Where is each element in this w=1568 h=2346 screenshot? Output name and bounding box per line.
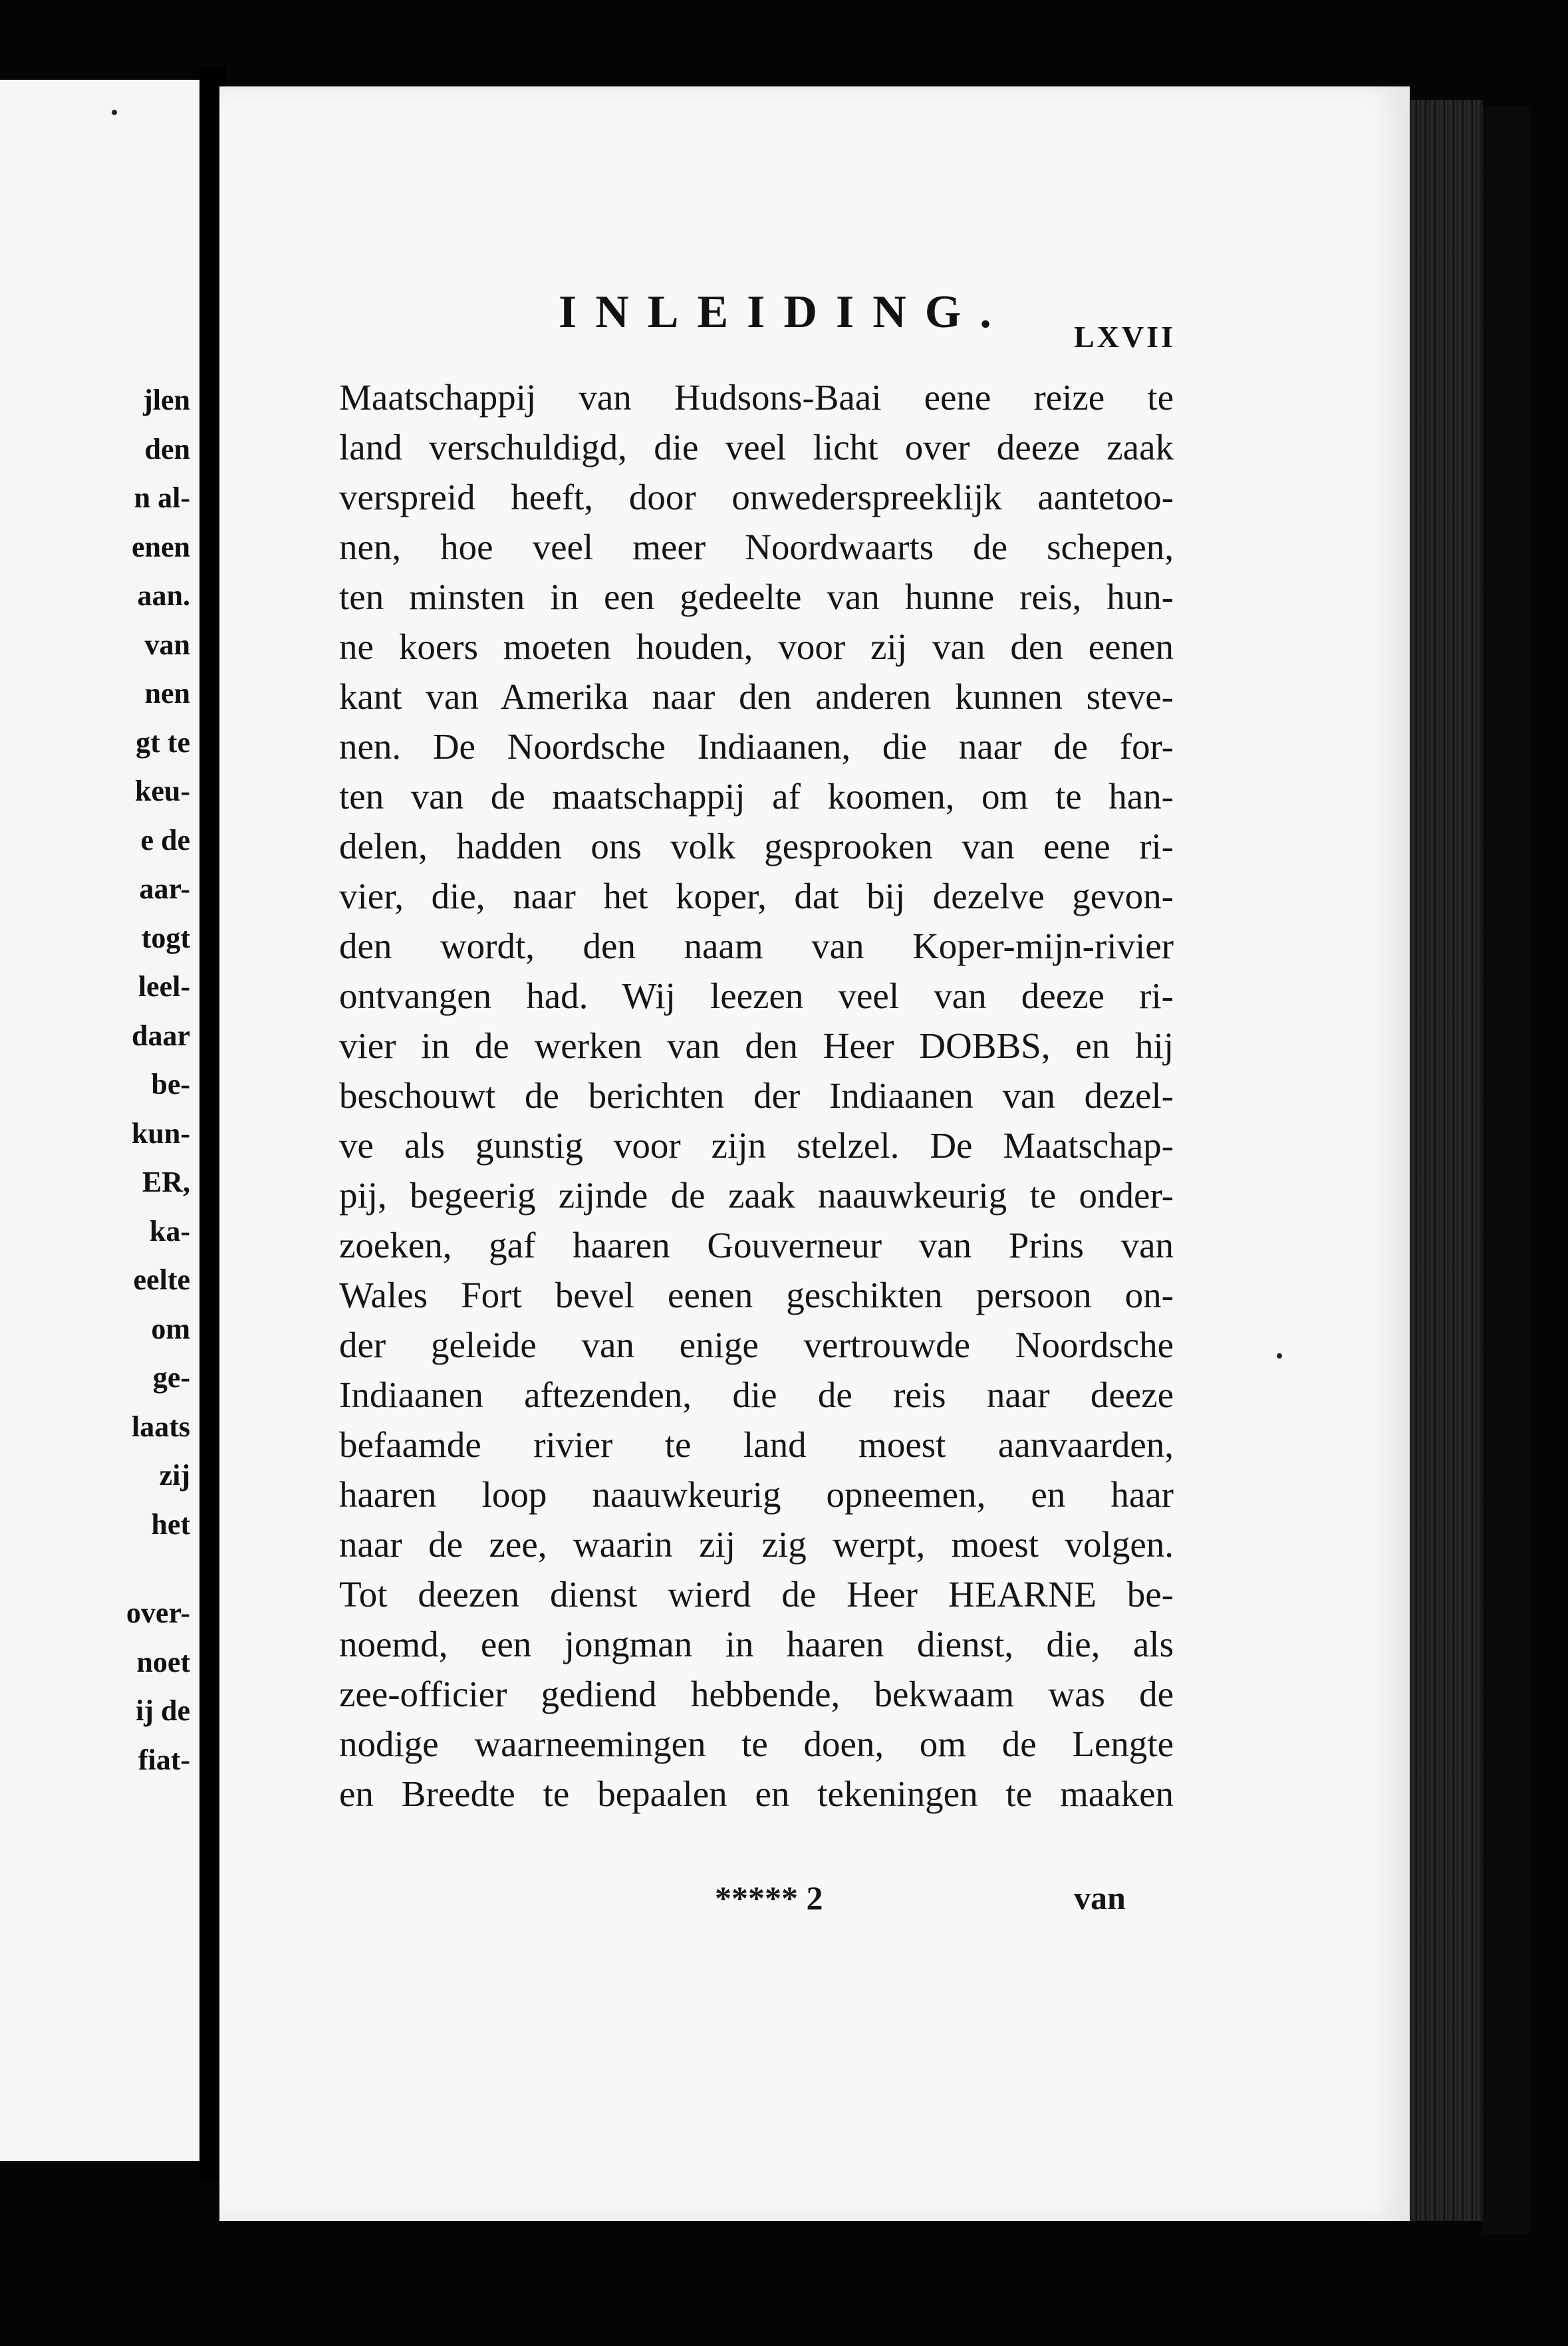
ink-speck — [112, 110, 117, 115]
left-page-text-fragment: ij de — [136, 1694, 190, 1727]
text-line: beschouwt de berichten der Indiaanen van dezel- — [339, 1075, 1174, 1116]
left-page-text-fragment: n al- — [134, 481, 190, 514]
left-page-text-fragment: togt — [141, 921, 190, 954]
text-line: den wordt, den naam van Koper-mijn-rivier — [339, 926, 1174, 966]
left-page-text-fragment: het — [151, 1507, 190, 1541]
left-page-text-fragment: van — [144, 628, 190, 661]
text-line: haaren loop naauwkeurig opneemen, en haar — [339, 1474, 1174, 1515]
text-line: zee-officier gediend hebbende, bekwaam was de — [339, 1674, 1174, 1714]
left-page-text-fragment: kun- — [131, 1116, 190, 1150]
left-page-text-fragment: ER, — [142, 1166, 190, 1198]
left-page-text-fragment: noet — [136, 1645, 190, 1678]
text-line: befaamde rivier te land moest aanvaarden, — [339, 1424, 1174, 1465]
left-page-text-fragment: gt te — [136, 725, 190, 759]
text-line: nen. De Noordsche Indiaanen, die naar de for- — [339, 726, 1174, 767]
text-line: en Breedte te bepaalen en tekeningen te maaken — [339, 1773, 1174, 1814]
text-line: pij, begeerig zijnde de zaak naauwkeurig te onder- — [339, 1175, 1174, 1216]
text-line: kant van Amerika naar den anderen kunnen steve- — [339, 676, 1174, 717]
left-page-text-fragment: ka- — [149, 1214, 190, 1247]
left-page-text-fragment: jlen — [143, 384, 190, 416]
left-page-fragment — [0, 80, 199, 2161]
text-line: verspreid heeft, door onwederspreeklijk aantetoo- — [339, 477, 1174, 517]
text-line: land verschuldigd, die veel licht over deeze zaak — [339, 427, 1174, 467]
left-page-text-fragment: eelte — [133, 1263, 190, 1296]
left-page-text-fragment: om — [151, 1312, 190, 1345]
text-line: noemd, een jongman in haaren dienst, die, als — [339, 1624, 1174, 1664]
body-text — [339, 372, 1174, 1819]
text-line: vier in de werken van den Heer DOBBS, en hij — [339, 1025, 1174, 1066]
left-page-text-fragment: zij — [159, 1459, 190, 1492]
page-edges — [1410, 100, 1483, 2221]
text-line: ne koers moeten houden, voor zij van den eenen — [339, 626, 1174, 667]
text-line: naar de zee, waarin zij zig werpt, moest volgen. — [339, 1524, 1174, 1565]
left-page-text-fragment: leel- — [138, 970, 190, 1003]
left-page-text-fragment: keu- — [134, 775, 190, 807]
left-page-text-fragment: aar- — [139, 872, 190, 905]
text-line: ontvangen had. Wij leezen veel van deeze ri- — [339, 976, 1174, 1016]
left-page-text-fragment: fiat- — [138, 1743, 190, 1776]
text-line: ten minsten in een gedeelte van hunne reis, hun- — [339, 577, 1174, 617]
left-page-text-fragment: e de — [140, 823, 190, 856]
text-line: nodige waarneemingen te doen, om de Lengte — [339, 1724, 1174, 1764]
left-page-text-fragment: nen — [144, 677, 190, 710]
running-head: INLEIDING. — [559, 287, 1010, 338]
left-page-text-fragment: den — [144, 432, 190, 465]
text-line: Indiaanen aftezenden, die de reis naar deeze — [339, 1374, 1174, 1415]
text-line: Tot deezen dienst wierd de Heer HEARNE be- — [339, 1574, 1174, 1615]
text-line: der geleide van enige vertrouwde Noordsche — [339, 1325, 1174, 1365]
book-cover-edge — [1483, 106, 1529, 2234]
text-line: delen, hadden ons volk gesprooken van eene ri- — [339, 826, 1174, 866]
text-line: ve als gunstig voor zijn stelzel. De Maatschap- — [339, 1125, 1174, 1166]
text-line: Wales Fort bevel eenen geschikten persoon on- — [339, 1275, 1174, 1315]
left-page-text-fragment: enen — [132, 530, 190, 563]
left-page-text-fragment: laats — [132, 1410, 190, 1443]
left-page-text-fragment: over- — [126, 1597, 190, 1629]
signature-mark: ***** 2 — [715, 1879, 823, 1916]
left-page-text-fragment: daar — [132, 1019, 190, 1052]
left-page-text-fragment: be- — [151, 1068, 190, 1101]
text-line: ten van de maatschappij af koomen, om te han- — [339, 776, 1174, 817]
left-page-text-fragment: ge- — [152, 1361, 190, 1394]
text-line: nen, hoe veel meer Noordwaarts de schepen, — [339, 527, 1174, 567]
text-line: Maatschappij van Hudsons-Baai eene reize te — [339, 377, 1174, 418]
text-line: zoeken, gaf haaren Gouverneur van Prins van — [339, 1225, 1174, 1265]
left-page-text-fragment: aan. — [137, 579, 190, 612]
ink-speck — [1277, 1353, 1282, 1359]
catchword: van — [1074, 1879, 1126, 1916]
text-line: vier, die, naar het koper, dat bij dezelve gevon- — [339, 876, 1174, 916]
page-number: LXVII — [1074, 320, 1176, 354]
